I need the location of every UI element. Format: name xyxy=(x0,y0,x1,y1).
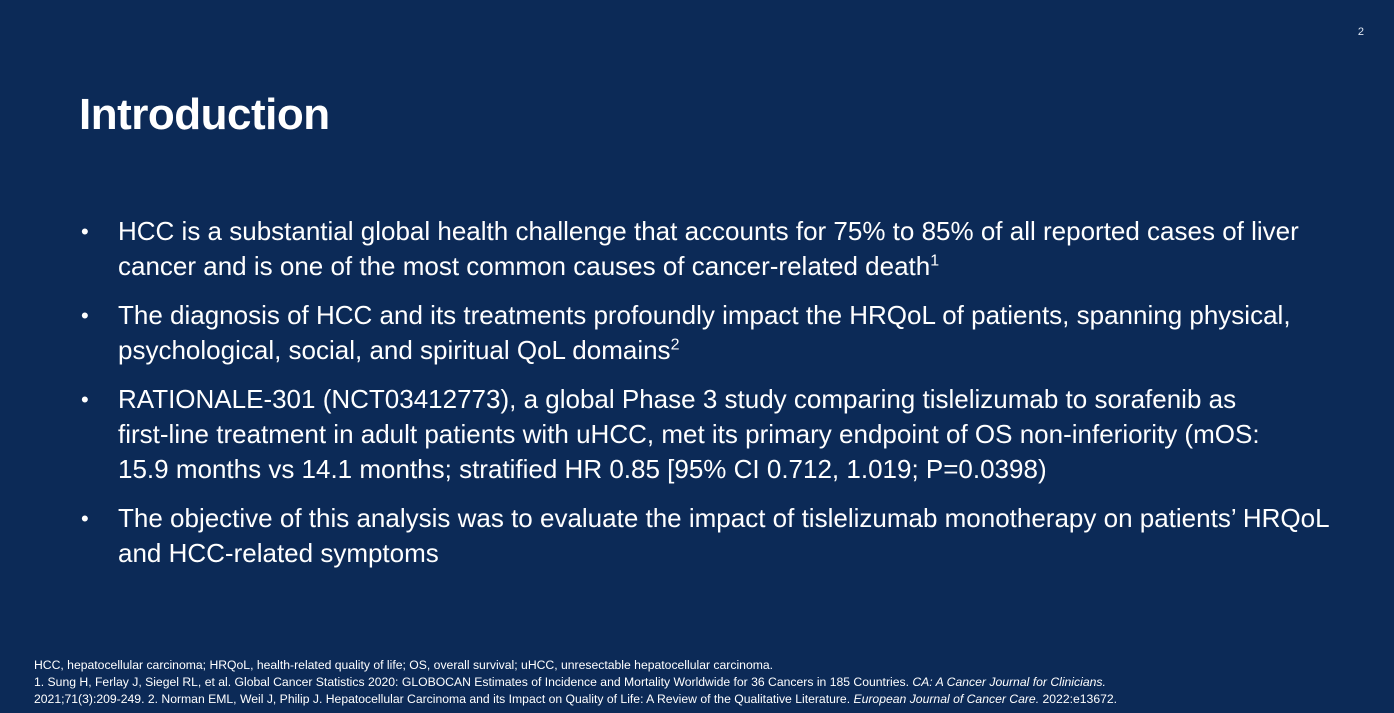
reference-2-text: 2. Norman EML, Weil J, Philip J. Hepatocellular Carcinoma and its Impact on Quality of Life: A Review of the Qualitative Literature. xyxy=(147,692,854,706)
bullet-text: HCC is a substantial global health challenge that accounts for 75% to 85% of all reported cases of liver cancer and is one of the most common causes of cancer-related death xyxy=(118,216,1299,281)
bullet-marker: • xyxy=(81,387,89,412)
bullet-item xyxy=(75,382,1335,487)
bullet-item xyxy=(75,501,1335,571)
bullet-item xyxy=(75,298,1335,368)
bullet-list xyxy=(75,214,1335,585)
bullet-text: RATIONALE-301 (NCT03412773), a global Phase 3 study comparing tislelizumab to sorafenib as first-line treatment in adult patients with uHCC, met its primary endpoint of OS non-inferiority (mOS: 15.9 months vs 14.1 months; stratified HR 0.85 [95% CI 0.712, 1.019; P=0.0398) xyxy=(118,384,1260,484)
reference-line-3 xyxy=(34,691,1374,708)
bullet-marker: • xyxy=(81,219,89,244)
reference-1-journal: CA: A Cancer Journal for Clinicians. xyxy=(912,675,1106,689)
bullet-item xyxy=(75,214,1335,284)
bullet-text: The objective of this analysis was to evaluate the impact of tislelizumab monotherapy on patients’ HRQoL and HCC-related symptoms xyxy=(118,503,1329,568)
reference-superscript: 1 xyxy=(930,252,940,270)
bullet-text: The diagnosis of HCC and its treatments profoundly impact the HRQoL of patients, spanning physical, psychological, social, and spiritual QoL domains xyxy=(118,300,1291,365)
reference-2-tail: 2022:e13672. xyxy=(1039,692,1118,706)
abbreviations-footnote: HCC, hepatocellular carcinoma; HRQoL, health-related quality of life; OS, overall survival; uHCC, unresectable hepatocellular carcinoma. xyxy=(34,658,774,672)
reference-1-text: 1. Sung H, Ferlay J, Siegel RL, et al. Global Cancer Statistics 2020: GLOBOCAN Estimates of Incidence and Mortality Worldwide for 36 Cancers in 185 Countries. xyxy=(34,675,913,689)
page-number: 2 xyxy=(1357,26,1364,38)
reference-1-tail: 2021;71(3):209-249. xyxy=(34,692,148,706)
footnotes xyxy=(34,657,1374,708)
reference-1 xyxy=(34,674,1374,691)
reference-2-journal: European Journal of Cancer Care. xyxy=(853,692,1040,706)
bullet-marker: • xyxy=(81,303,89,328)
reference-superscript: 2 xyxy=(670,336,680,354)
slide-title: Introduction xyxy=(79,90,330,139)
bullet-marker: • xyxy=(81,506,89,531)
